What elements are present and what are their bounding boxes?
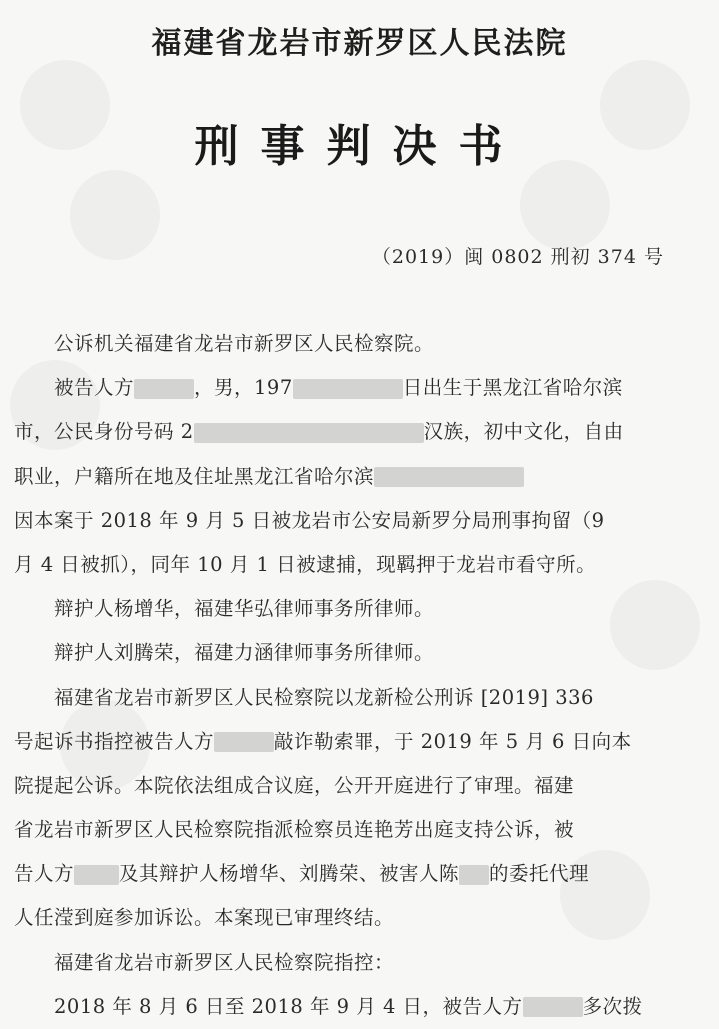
- text-line: [14, 720, 704, 764]
- text-segment: 辩护人刘腾荣，福建力涵律师事务所律师。: [54, 641, 435, 665]
- text-line: [14, 808, 704, 852]
- text-line: [14, 366, 704, 410]
- text-line: [14, 896, 704, 940]
- text-segment: 被告人方: [54, 376, 135, 400]
- text-line: [14, 852, 704, 896]
- text-segment: 院提起公诉。本院依法组成合议庭，公开开庭进行了审理。福建: [14, 773, 575, 797]
- text-line: [14, 322, 704, 366]
- judgment-body: [14, 322, 704, 1029]
- text-segment: 人任滢到庭参加诉讼。本案现已审理终结。: [14, 906, 395, 930]
- redaction-block: [214, 732, 274, 752]
- text-line: [14, 499, 704, 543]
- redaction-block: [293, 379, 403, 399]
- text-segment: 多次拨: [582, 994, 643, 1018]
- text-line: [14, 941, 704, 985]
- text-line: [14, 631, 704, 675]
- text-segment: 公诉机关福建省龙岩市新罗区人民检察院。: [54, 332, 435, 355]
- text-line: [14, 676, 704, 720]
- text-segment: 及其辩护人杨增华、刘腾荣、被害人陈: [119, 862, 460, 886]
- redaction-block: [74, 865, 119, 885]
- text-line: [14, 543, 704, 587]
- text-segment: 敲诈勒索罪，于 2019 年 5 月 6 日向本: [274, 729, 632, 753]
- text-line: [14, 587, 704, 631]
- text-segment: 月 4 日被抓），同年 10 月 1 日被逮捕，现羁押于龙岩市看守所。: [14, 552, 597, 576]
- text-segment: 号起诉书指控被告人方: [14, 729, 215, 753]
- redaction-block: [134, 379, 194, 399]
- redaction-block: [523, 997, 583, 1017]
- court-name: 福建省龙岩市新罗区人民法院: [151, 26, 568, 61]
- text-segment: 福建省龙岩市新罗区人民检察院指控：: [54, 950, 395, 974]
- text-segment: 的委托代理: [489, 862, 590, 886]
- case-number: （2019）闽 0802 刑初 374 号: [371, 246, 664, 268]
- text-segment: 省龙岩市新罗区人民检察院指派检察员连艳芳出庭支持公诉，被: [14, 818, 575, 842]
- text-segment: 职业，户籍所在地及住址黑龙江省哈尔滨: [14, 464, 375, 488]
- document-title: 刑事判决书: [194, 121, 525, 172]
- watermark-mark: [70, 170, 160, 260]
- text-segment: 辩护人杨增华，福建华弘律师事务所律师。: [54, 597, 435, 621]
- text-line: [14, 985, 704, 1029]
- text-line: [14, 764, 704, 808]
- redaction-block: [459, 865, 489, 885]
- text-segment: 告人方: [14, 862, 75, 886]
- text-line: [14, 455, 704, 499]
- text-segment: 汉族，初中文化，自由: [423, 420, 624, 444]
- text-segment: 福建省龙岩市新罗区人民检察院以龙新检公刑诉 [2019] 336: [54, 685, 594, 709]
- text-segment: 市，公民身份号码 2: [14, 420, 194, 444]
- text-line: [14, 410, 704, 454]
- redaction-block: [374, 467, 524, 487]
- text-segment: 2018 年 8 月 6 日至 2018 年 9 月 4 日，被告人方: [54, 994, 523, 1018]
- text-segment: 因本案于 2018 年 9 月 5 日被龙岩市公安局新罗分局刑事拘留（9: [14, 508, 605, 532]
- redaction-block: [194, 423, 424, 443]
- text-segment: ，男，197: [194, 376, 293, 400]
- text-segment: 日出生于黑龙江省哈尔滨: [402, 376, 623, 400]
